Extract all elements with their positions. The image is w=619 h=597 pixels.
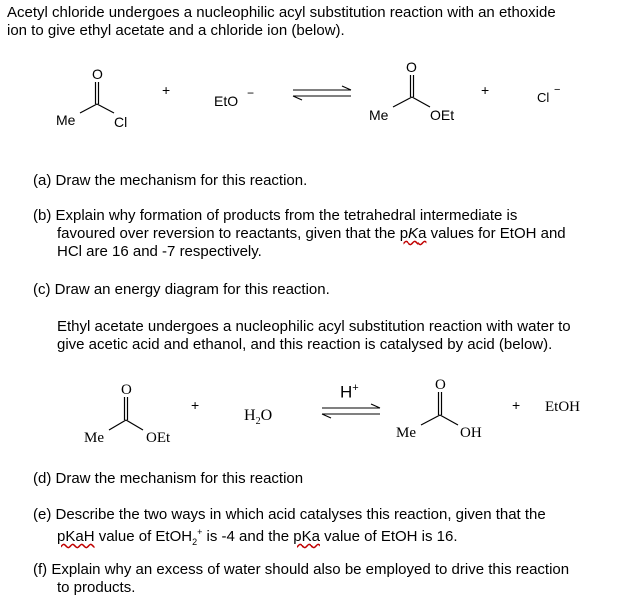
chloride-label: Cl (537, 90, 550, 105)
intro-line-2: ion to give ethyl acetate and a chloride ion (below). (7, 22, 345, 39)
ethyl-acetate-skeleton (109, 397, 143, 430)
ethyl-acetate-product-skeleton (393, 75, 430, 107)
acid-me-label: Me (396, 425, 416, 441)
ester-me-label: Me (84, 430, 104, 446)
intro2-line-1: Ethyl acetate undergoes a nucleophilic acyl substitution reaction with water to (57, 318, 571, 335)
product-o-label: O (406, 59, 417, 75)
question-e-line-1: (e) Describe the two ways in which acid catalyses this reaction, given that the (33, 506, 546, 523)
ester-o-label: O (121, 382, 132, 398)
question-a: (a) Draw the mechanism for this reaction. (33, 172, 308, 189)
ester-oet-label: OEt (146, 430, 171, 446)
water-label: $H_2O$ (244, 407, 273, 428)
ethanol-label: EtOH (545, 399, 580, 415)
equilibrium-arrow-1 (293, 86, 351, 100)
ethoxide-label: EtO (214, 93, 239, 109)
acetyl-chloride-skeleton (80, 82, 114, 113)
question-b-line-3: HCl are 16 and -7 respectively. (57, 243, 262, 260)
plus-sign-4: + (512, 397, 521, 413)
product-me-label: Me (369, 107, 389, 123)
question-e-line-2: pKaH value of EtOH$_2$+ is -4 and the pKa value of EtOH is 16. (57, 527, 458, 547)
acetic-acid-product-skeleton (421, 392, 458, 425)
question-c: (c) Draw an energy diagram for this reaction. (33, 281, 330, 298)
pkah-term: pKaH (57, 528, 95, 545)
acetyl-chloride-me-label: Me (56, 112, 76, 128)
intro2-line-2: give acetic acid and ethanol, and this reaction is catalysed by acid (below). (57, 336, 553, 353)
question-b-line-1: (b) Explain why formation of products from the tetrahedral intermediate is (33, 207, 518, 224)
acid-o-label: O (435, 377, 446, 393)
ethoxide-charge: − (247, 86, 255, 100)
acetyl-chloride-cl-label: Cl (114, 114, 128, 130)
acid-catalyst-label: H+ (340, 382, 359, 402)
plus-sign-3: + (191, 397, 200, 413)
acid-oh-label: OH (460, 425, 482, 441)
pka-term-2: pKa (293, 528, 320, 545)
intro-line-1: Acetyl chloride undergoes a nucleophilic acyl substitution reaction with an ethoxide (7, 4, 556, 21)
product-oet-label: OEt (430, 107, 455, 123)
pka-term: pKa (399, 225, 427, 242)
question-f-line-2: to products. (57, 579, 136, 596)
question-b-line-2: favoured over reversion to reactants, given that the pKa values for EtOH and (57, 225, 566, 242)
chloride-charge: − (554, 84, 561, 96)
plus-sign-1: + (162, 82, 171, 98)
plus-sign-2: + (481, 82, 490, 98)
question-d: (d) Draw the mechanism for this reaction (33, 470, 304, 487)
question-f-line-1: (f) Explain why an excess of water should also be employed to drive this reaction (33, 561, 570, 578)
equilibrium-arrow-2 (322, 404, 380, 418)
acetyl-chloride-o-label: O (92, 66, 103, 82)
